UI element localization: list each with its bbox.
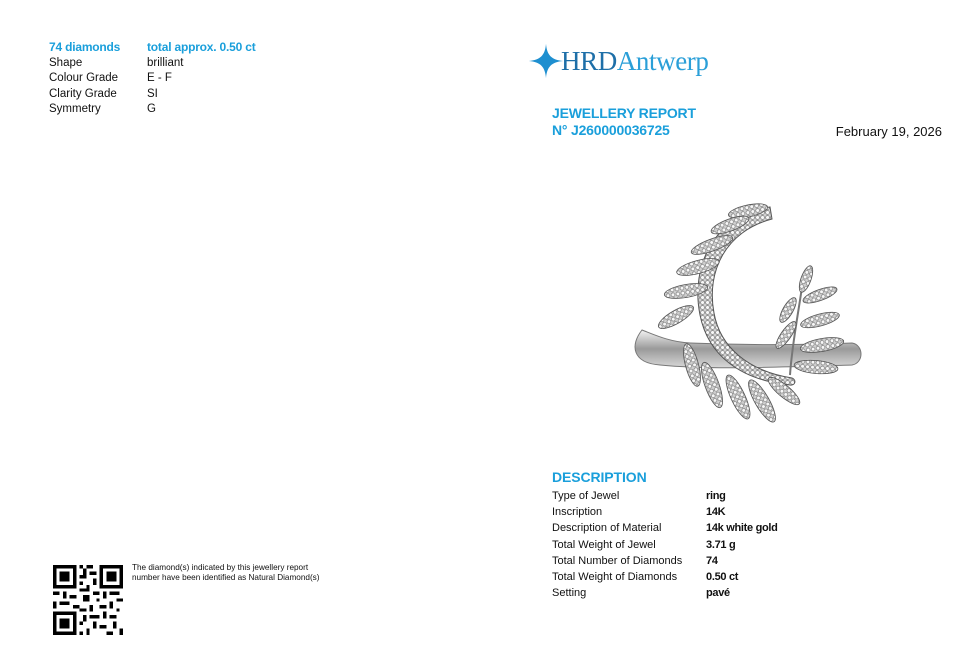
four-point-star-icon	[527, 42, 565, 80]
report-header	[552, 105, 696, 139]
logo-wordmark	[561, 46, 709, 76]
description-label: Inscription	[552, 506, 603, 519]
summary-label: Colour Grade	[49, 72, 119, 84]
summary-value: G	[147, 103, 156, 115]
description-row	[552, 504, 778, 520]
summary-label: Symmetry	[49, 103, 101, 115]
ring-image	[620, 195, 870, 435]
description-row	[552, 553, 778, 569]
summary-label: Clarity Grade	[49, 87, 117, 100]
summary-value: E - F	[147, 72, 172, 84]
description-value: ring	[706, 490, 726, 502]
summary-row	[49, 87, 256, 103]
summary-row	[49, 102, 256, 118]
summary-value: brilliant	[147, 56, 184, 69]
hrd-antwerp-logo	[527, 42, 709, 80]
summary-header	[49, 40, 256, 56]
report-title: JEWELLERY REPORT	[552, 105, 696, 121]
qr-note: The diamond(s) indicated by this jewellery report number have been identified as Natural Diamond(s)	[132, 563, 320, 582]
description-row	[552, 569, 778, 585]
description-row	[552, 537, 778, 553]
logo-part-antwerp: Antwerp	[616, 46, 709, 76]
summary-label: Shape	[49, 56, 83, 69]
description-value: 74	[706, 554, 718, 567]
total-weight-label: total approx. 0.50 ct	[147, 40, 256, 54]
report-date: February 19, 2026	[835, 124, 942, 139]
description-title: DESCRIPTION	[552, 469, 647, 485]
description-value: 3.71 g	[706, 538, 736, 551]
description-row	[552, 488, 778, 504]
summary-value: SI	[147, 87, 158, 100]
description-label: Setting	[552, 587, 587, 600]
description-row	[552, 585, 778, 601]
summary-row	[49, 71, 256, 87]
logo-part-hrd: HRD	[561, 46, 617, 76]
summary-row	[49, 56, 256, 72]
diamond-summary	[49, 40, 256, 118]
description-label: Description of Material	[552, 522, 662, 535]
diamonds-count-label: 74 diamonds	[49, 40, 121, 54]
qr-code-icon[interactable]	[53, 565, 123, 635]
description-row	[552, 520, 778, 536]
report-number: N° J260000036725	[552, 122, 670, 138]
description-value: 0.50 ct	[706, 571, 739, 584]
description-value: 14K	[706, 506, 726, 519]
description-value: pavé	[706, 587, 730, 600]
description-value: 14k white gold	[706, 522, 778, 535]
description-label: Total Weight of Diamonds	[552, 571, 678, 584]
description-label: Total Number of Diamonds	[552, 554, 683, 567]
description-table	[552, 488, 778, 601]
description-label: Total Weight of Jewel	[552, 538, 656, 551]
description-label: Type of Jewel	[552, 490, 620, 502]
